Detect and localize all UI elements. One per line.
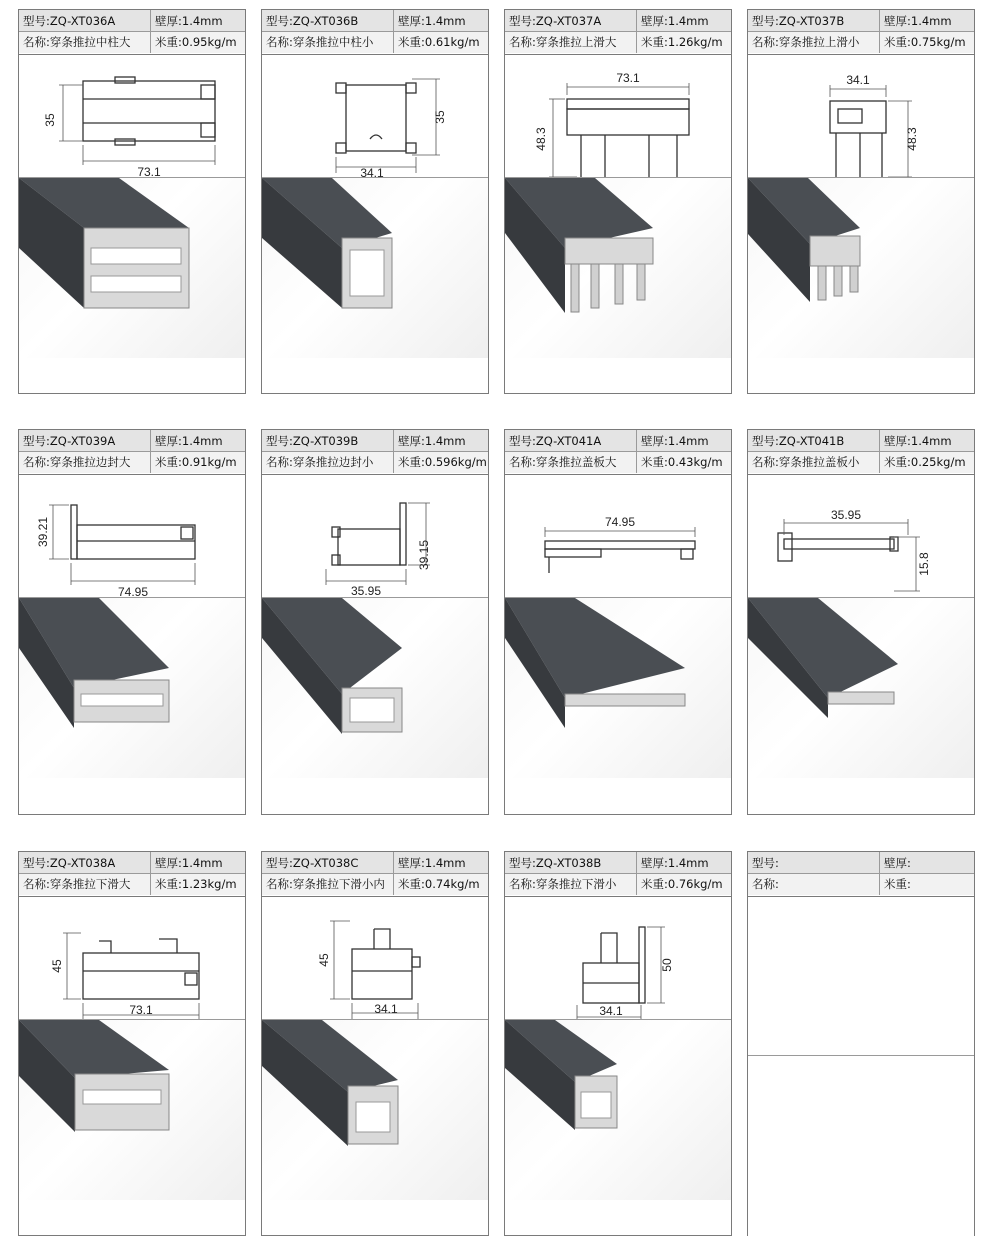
dimension-height: 50 — [660, 958, 674, 972]
thickness-label: 壁厚: — [155, 14, 182, 28]
name-value: 穿条推拉盖板大 — [535, 455, 617, 469]
profile-photo — [505, 178, 731, 358]
model-label: 型号: — [266, 14, 293, 28]
profile-drawing — [505, 475, 731, 597]
profile-photo-render — [505, 1020, 731, 1200]
dimension-width: 34.1 — [360, 166, 384, 177]
thickness-label: 壁厚: — [641, 14, 668, 28]
thickness-value: 1.4mm — [910, 14, 952, 28]
weight-value: 0.95kg/m — [181, 35, 237, 49]
name-value: 穿条推拉上滑小 — [778, 35, 860, 49]
model-value: ZQ-XT036A — [49, 14, 116, 28]
profile-drawing — [748, 475, 974, 597]
profile-photo — [748, 598, 974, 778]
profile-drawing — [19, 55, 245, 177]
dimension-width: 35.95 — [350, 584, 382, 597]
model-label: 型号: — [752, 856, 779, 870]
thickness-value: 1.4mm — [667, 856, 709, 870]
profile-drawing — [505, 55, 731, 177]
cross-section-drawing — [19, 55, 245, 178]
weight-label: 米重: — [155, 455, 182, 469]
weight-value: 0.61kg/m — [424, 35, 480, 49]
model-value: ZQ-XT037B — [778, 14, 845, 28]
model-label: 型号: — [752, 434, 779, 448]
thickness-label: 壁厚: — [884, 856, 911, 870]
thickness-label: 壁厚: — [884, 434, 911, 448]
weight-value: 0.43kg/m — [667, 455, 723, 469]
thickness-value: 1.4mm — [181, 434, 223, 448]
profile-photo — [505, 598, 731, 778]
weight-label: 米重: — [155, 35, 182, 49]
profile-drawing — [505, 897, 731, 1019]
model-value: ZQ-XT039B — [292, 434, 359, 448]
weight-value: 0.91kg/m — [181, 455, 237, 469]
thickness-label: 壁厚: — [398, 434, 425, 448]
model-label: 型号: — [752, 14, 779, 28]
name-value: 穿条推拉中柱小 — [292, 35, 374, 49]
name-label: 名称: — [23, 455, 50, 469]
card-header — [505, 430, 731, 475]
profile-photo-render — [19, 598, 245, 778]
name-value: 穿条推拉上滑大 — [535, 35, 617, 49]
profile-card — [18, 429, 246, 815]
model-label: 型号: — [509, 434, 536, 448]
dimension-width: 73.1 — [129, 1003, 153, 1017]
weight-label: 米重: — [884, 877, 911, 891]
profile-card — [18, 9, 246, 394]
name-value: 穿条推拉盖板小 — [778, 455, 860, 469]
dimension-width: 35.95 — [830, 508, 862, 522]
profile-photo — [748, 178, 974, 358]
card-header — [262, 852, 488, 897]
card-header — [19, 10, 245, 55]
weight-value: 0.25kg/m — [910, 455, 966, 469]
profile-card — [504, 429, 732, 815]
dimension-height: 48.3 — [534, 127, 548, 151]
thickness-label: 壁厚: — [641, 856, 668, 870]
model-value: ZQ-XT041A — [535, 434, 602, 448]
thickness-value: 1.4mm — [424, 14, 466, 28]
name-label: 名称: — [509, 877, 536, 891]
thickness-value: 1.4mm — [424, 434, 466, 448]
dimension-width: 73.1 — [616, 71, 640, 85]
name-label: 名称: — [23, 35, 50, 49]
name-label: 名称: — [509, 35, 536, 49]
model-value: ZQ-XT039A — [49, 434, 116, 448]
cross-section-drawing — [748, 475, 974, 598]
weight-value: 0.74kg/m — [424, 877, 480, 891]
thickness-value: 1.4mm — [181, 14, 223, 28]
dimension-width: 34.1 — [374, 1002, 398, 1016]
weight-value: 1.23kg/m — [181, 877, 237, 891]
dimension-width: 74.95 — [117, 585, 149, 597]
model-label: 型号: — [509, 856, 536, 870]
dimension-height: 39.15 — [417, 539, 431, 571]
weight-value: 1.26kg/m — [667, 35, 723, 49]
profile-drawing — [19, 897, 245, 1019]
dimension-height: 35 — [433, 110, 447, 124]
model-label: 型号: — [266, 856, 293, 870]
dimension-height: 15.8 — [917, 552, 931, 576]
cross-section-drawing — [505, 897, 731, 1020]
model-value: ZQ-XT036B — [292, 14, 359, 28]
weight-label: 米重: — [398, 877, 425, 891]
profile-drawing — [262, 897, 488, 1019]
model-value: ZQ-XT038A — [49, 856, 116, 870]
model-label: 型号: — [509, 14, 536, 28]
dimension-height: 48.3 — [905, 127, 919, 151]
profile-card — [504, 9, 732, 394]
profile-photo-render — [748, 598, 974, 778]
name-label: 名称: — [266, 35, 293, 49]
card-header — [505, 10, 731, 55]
profile-photo-render — [262, 598, 488, 778]
model-label: 型号: — [23, 434, 50, 448]
name-label: 名称: — [752, 35, 779, 49]
profile-drawing — [748, 55, 974, 177]
profile-photo — [19, 598, 245, 778]
dimension-height: 45 — [317, 953, 331, 967]
cross-section-drawing — [19, 897, 245, 1020]
weight-label: 米重: — [641, 35, 668, 49]
name-value: 穿条推拉下滑小 — [535, 877, 617, 891]
thickness-value: 1.4mm — [910, 434, 952, 448]
dimension-height: 39.21 — [36, 516, 50, 548]
cross-section-drawing — [505, 55, 731, 178]
weight-label: 米重: — [155, 877, 182, 891]
profile-card-empty — [747, 851, 975, 1236]
profile-card — [504, 851, 732, 1236]
profile-photo-render — [505, 598, 731, 778]
model-value: ZQ-XT041B — [778, 434, 845, 448]
model-label: 型号: — [266, 434, 293, 448]
cross-section-drawing — [19, 475, 245, 598]
profile-photo — [505, 1020, 731, 1200]
weight-label: 米重: — [641, 455, 668, 469]
name-value: 穿条推拉边封小 — [292, 455, 374, 469]
card-header — [19, 430, 245, 475]
cross-section-drawing — [262, 55, 488, 178]
weight-value: 0.596kg/m — [424, 455, 487, 469]
dimension-width: 34.1 — [599, 1004, 623, 1018]
model-label: 型号: — [23, 856, 50, 870]
profile-photo-render — [748, 178, 974, 358]
name-value: 穿条推拉边封大 — [49, 455, 131, 469]
weight-label: 米重: — [884, 35, 911, 49]
name-value: 穿条推拉中柱大 — [49, 35, 131, 49]
thickness-label: 壁厚: — [398, 856, 425, 870]
profile-card — [261, 429, 489, 815]
dimension-width: 34.1 — [846, 73, 870, 87]
name-value: 穿条推拉下滑小内 — [292, 877, 385, 891]
card-header — [19, 852, 245, 897]
profile-photo — [748, 1056, 974, 1236]
card-header — [748, 10, 974, 55]
card-header — [262, 430, 488, 475]
cross-section-drawing — [748, 55, 974, 178]
profile-drawing — [19, 475, 245, 597]
model-value: ZQ-XT037A — [535, 14, 602, 28]
profile-photo — [262, 1020, 488, 1200]
card-header — [262, 10, 488, 55]
thickness-label: 壁厚: — [884, 14, 911, 28]
name-label: 名称: — [23, 877, 50, 891]
cross-section-drawing — [505, 475, 731, 598]
profile-drawing — [262, 55, 488, 177]
profile-photo-render — [505, 178, 731, 358]
weight-label: 米重: — [398, 35, 425, 49]
weight-value: 0.75kg/m — [910, 35, 966, 49]
profile-photo — [19, 1020, 245, 1200]
profile-card — [747, 9, 975, 394]
profile-photo-render — [262, 178, 488, 358]
weight-label: 米重: — [884, 455, 911, 469]
thickness-label: 壁厚: — [641, 434, 668, 448]
model-value: ZQ-XT038C — [292, 856, 359, 870]
cross-section-drawing — [262, 475, 488, 598]
model-value: ZQ-XT038B — [535, 856, 602, 870]
card-header — [748, 852, 974, 897]
card-header — [505, 852, 731, 897]
dimension-height: 45 — [50, 959, 64, 973]
profile-photo-render — [262, 1020, 488, 1200]
cross-section-drawing — [262, 897, 488, 1020]
dimension-width: 74.95 — [604, 515, 636, 529]
thickness-label: 壁厚: — [155, 856, 182, 870]
profile-photo — [19, 178, 245, 358]
model-label: 型号: — [23, 14, 50, 28]
weight-label: 米重: — [398, 455, 425, 469]
name-label: 名称: — [752, 455, 779, 469]
thickness-label: 壁厚: — [155, 434, 182, 448]
profile-card — [261, 851, 489, 1236]
weight-value: 0.76kg/m — [667, 877, 723, 891]
name-label: 名称: — [752, 877, 779, 891]
thickness-value: 1.4mm — [424, 856, 466, 870]
name-label: 名称: — [266, 877, 293, 891]
dimension-width: 73.1 — [137, 165, 161, 177]
profile-card — [747, 429, 975, 815]
profile-photo-render — [19, 1020, 245, 1200]
card-header — [748, 430, 974, 475]
profile-drawing — [262, 475, 488, 597]
thickness-value: 1.4mm — [667, 434, 709, 448]
profile-photo-render — [19, 178, 245, 358]
thickness-value: 1.4mm — [667, 14, 709, 28]
weight-label: 米重: — [641, 877, 668, 891]
profile-photo — [262, 598, 488, 778]
profile-card — [18, 851, 246, 1236]
name-value: 穿条推拉下滑大 — [49, 877, 131, 891]
thickness-value: 1.4mm — [181, 856, 223, 870]
dimension-height: 35 — [43, 113, 57, 127]
thickness-label: 壁厚: — [398, 14, 425, 28]
profile-card — [261, 9, 489, 394]
profile-photo — [262, 178, 488, 358]
name-label: 名称: — [266, 455, 293, 469]
cross-section-drawing — [748, 897, 974, 1056]
name-label: 名称: — [509, 455, 536, 469]
